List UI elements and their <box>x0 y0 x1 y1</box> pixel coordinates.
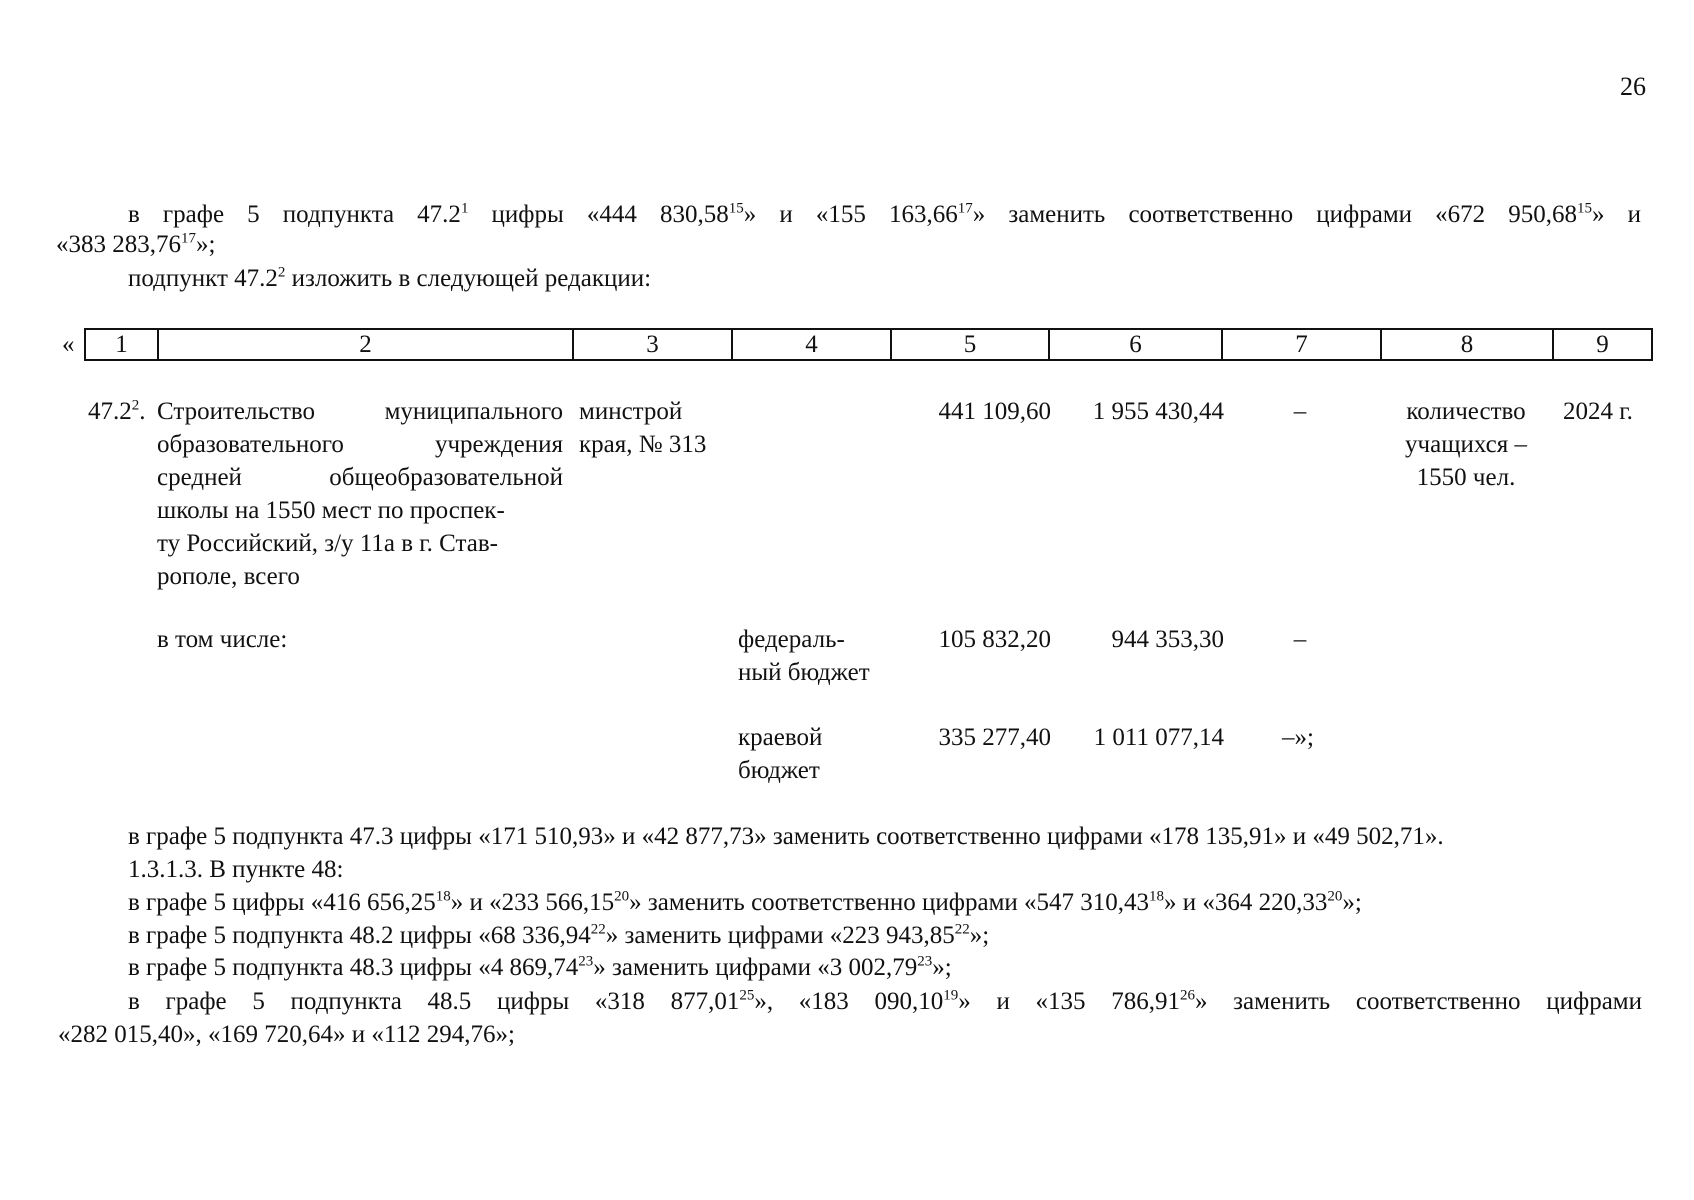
header-col-4: 4 <box>733 330 892 359</box>
col8-line: количество <box>1406 398 1526 425</box>
col8-line: учащихся – <box>1405 431 1527 458</box>
header-col-8: 8 <box>1382 330 1554 359</box>
table-header <box>84 328 1653 361</box>
desc-line: ту Российский, з/у 11а в г. Став- <box>157 530 498 557</box>
desc-line: образовательного учреждения <box>157 431 563 458</box>
header-col-9: 9 <box>1596 330 1609 358</box>
executor-line: минстрой <box>579 398 683 425</box>
row-main-col5: 441 109,60 <box>938 398 1051 425</box>
header-col-7: 7 <box>1223 330 1382 359</box>
header-col-5: 5 <box>892 330 1050 359</box>
row-main-col6: 1 955 430,44 <box>1092 398 1224 425</box>
source-line: федераль- <box>738 626 845 653</box>
row-executor <box>579 395 706 461</box>
after-line-7: «282 015,40», «169 720,64» и «112 294,76»; <box>58 1021 515 1048</box>
row-main-col8 <box>1380 395 1552 494</box>
row-federal-col6: 944 353,30 <box>1111 626 1224 653</box>
after-line-6: в графе 5 подпункта 48.5 цифры «318 877,01$^{25}$», «183 090,10$^{19}$» и «135 786,91$^{26}$» заменить соответственно цифрами <box>128 987 1643 1015</box>
col8-line: 1550 чел. <box>1416 464 1516 491</box>
row-main-col9: 2024 г. <box>1563 398 1633 425</box>
header-col-2: 2 <box>159 330 574 359</box>
row-regional-source <box>738 721 822 787</box>
desc-line: Строительство муниципального <box>157 398 563 425</box>
row-main-col7: – <box>1293 398 1307 425</box>
desc-line: школы на 1550 мест по проспек- <box>157 497 505 524</box>
source-line: бюджет <box>738 757 820 784</box>
after-line-5: в графе 5 подпункта 48.3 цифры «4 869,74$^{23}$» заменить цифрами «3 002,79$^{23}$»; <box>128 953 952 981</box>
desc-line: средней общеобразовательной <box>157 464 563 491</box>
executor-line: края, № 313 <box>579 431 707 458</box>
after-line-4: в графе 5 подпункта 48.2 цифры «68 336,94$^{22}$» заменить цифрами «223 943,85$^{22}$»; <box>128 921 990 949</box>
header-col-6: 6 <box>1050 330 1223 359</box>
after-line-2: 1.3.1.3. В пункте 48: <box>128 856 344 883</box>
row-including-label: в том числе: <box>157 626 288 653</box>
after-line-1: в графе 5 подпункта 47.3 цифры «171 510,93» и «42 877,73» заменить соответственно цифрами «178 135,91» и «49 502,71». <box>128 823 1444 850</box>
row-federal-col7: – <box>1293 626 1307 653</box>
desc-line: рополе, всего <box>157 563 300 590</box>
source-line: ный бюджет <box>738 659 870 686</box>
intro-paragraph-line-2: «383 283,76$^{17}$»; <box>56 230 216 258</box>
row-federal-col5: 105 832,20 <box>938 626 1051 653</box>
row-regional-col5: 335 277,40 <box>938 724 1051 751</box>
source-line: краевой <box>738 724 823 751</box>
row-regional-col6: 1 011 077,14 <box>1093 724 1224 751</box>
row-description <box>157 395 563 593</box>
intro-paragraph-line-1: в графе 5 подпункта 47.2$^1$ цифры «444 830,58$^{15}$» и «155 163,66$^{17}$» заменить соответственно цифрами «672 950,68$^{15}$» и <box>128 200 1641 228</box>
header-col-3: 3 <box>574 330 733 359</box>
header-col-1: 1 <box>86 330 159 359</box>
intro-paragraph-2: подпункт 47.2$^2$ изложить в следующей редакции: <box>128 264 652 292</box>
table-open-quote: « <box>62 331 75 358</box>
page-number: 26 <box>1620 72 1646 101</box>
row-federal-source <box>738 623 870 689</box>
after-line-3: в графе 5 цифры «416 656,25$^{18}$» и «233 566,15$^{20}$» заменить соответственно цифрами «547 310,43$^{18}$» и «364 220,33$^{20}$»; <box>128 888 1362 916</box>
row-number: 47.2$^2$. <box>88 397 146 425</box>
row-regional-col7: –»; <box>1282 724 1314 751</box>
